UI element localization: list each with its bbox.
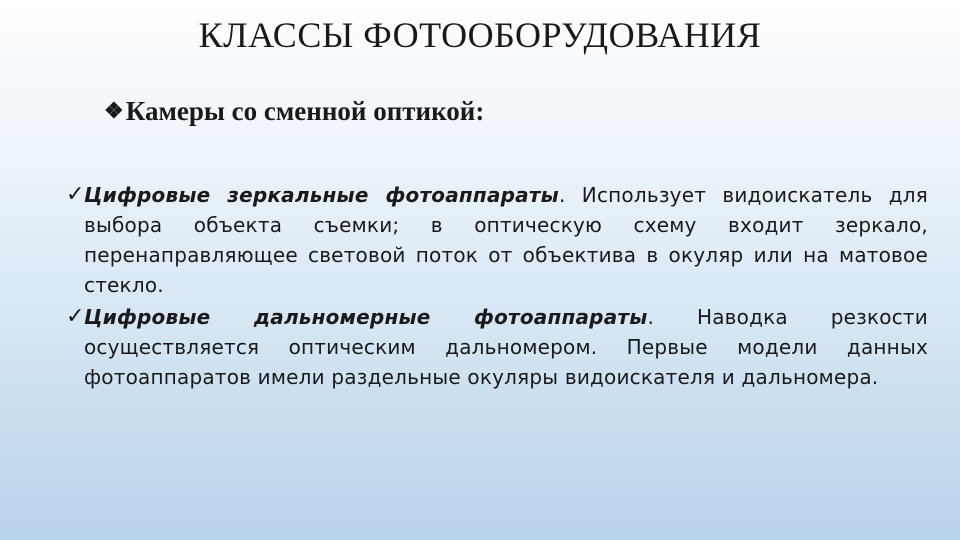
checkmark-icon: ✓ bbox=[66, 182, 85, 207]
bullet-list bbox=[68, 180, 928, 394]
subtitle-text: Камеры со сменной оптикой: bbox=[125, 96, 485, 126]
list-item bbox=[68, 180, 928, 300]
item-text: . Наводка резкости осуществляется оптическим дальномером. Первые модели данных фотоаппаратов имели раздельные окуляры видоискателя и дальномера. bbox=[84, 305, 928, 389]
item-text: . Использует видоискатель для выбора объекта съемки; в оптическую схему входит зеркало, перенаправляющее световой поток от объектива в окуляр или на матовое стекло. bbox=[84, 183, 928, 297]
diamond-bullet-icon: ❖ bbox=[104, 98, 124, 123]
item-term: Цифровые дальномерные фотоаппараты bbox=[84, 305, 648, 329]
checkmark-icon: ✓ bbox=[66, 304, 85, 329]
item-term: Цифровые зеркальные фотоаппараты bbox=[84, 183, 559, 207]
slide-title: КЛАССЫ ФОТООБОРУДОВАНИЯ bbox=[198, 15, 762, 55]
list-item bbox=[68, 302, 928, 392]
subtitle bbox=[104, 96, 484, 127]
